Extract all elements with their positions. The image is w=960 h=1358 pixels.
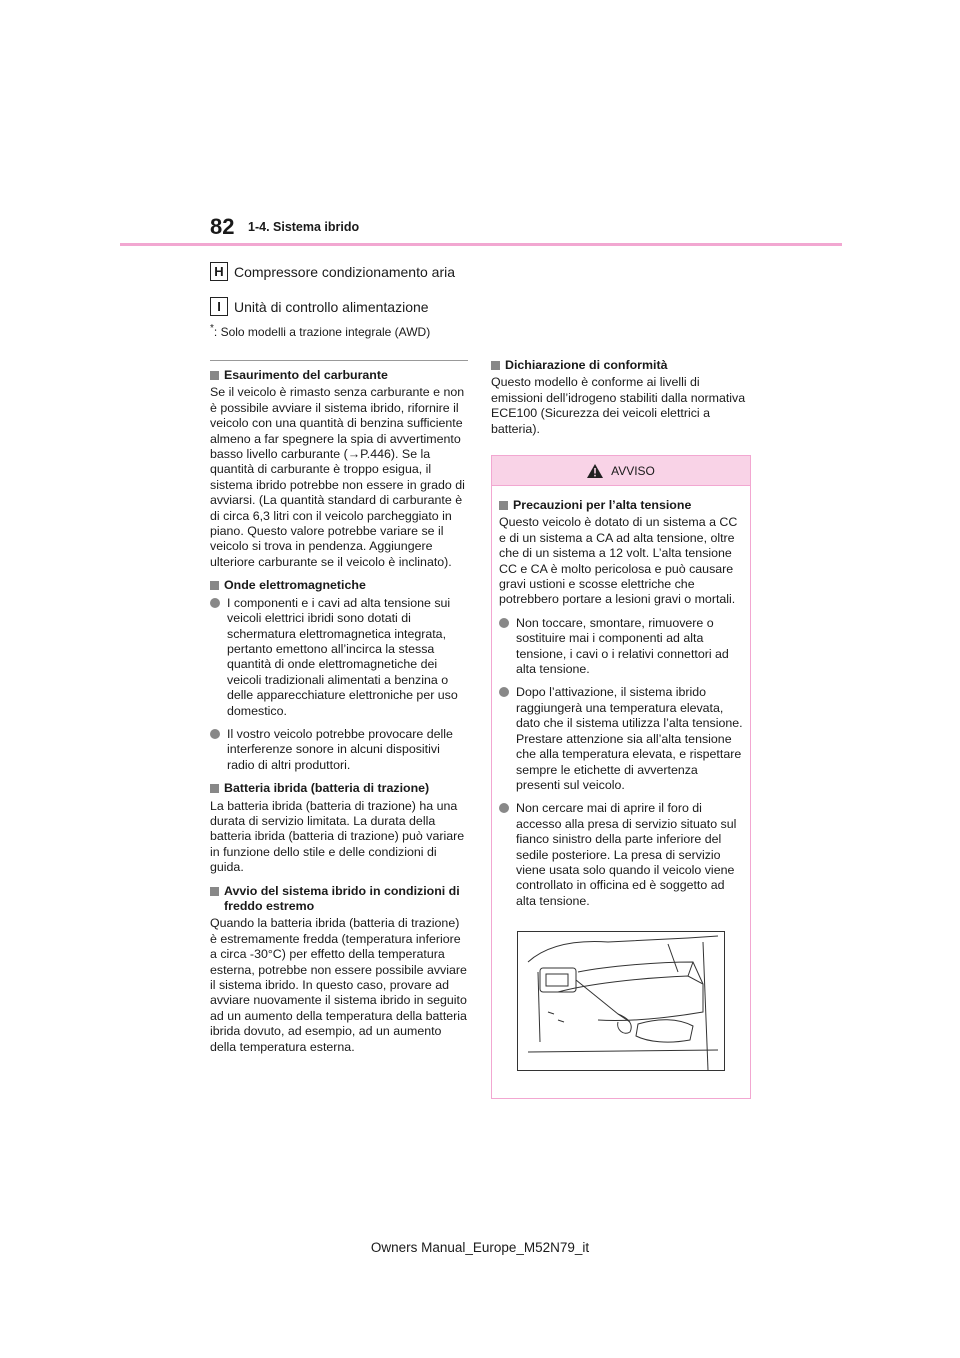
fuel-text: Se il veicolo è rimasto senza carburante e non è possibile avviare il sistema ibrido, rifornire il veicolo con una quantità di benzina sufficiente almeno a far spegnere la spia di avvertimento basso livello carburante (→P.446). Se la quantità di carburante è troppo esigua, il sistema ibrido potrebbe non essere in grado di avviarsi. (La quantità standard di carburante è di circa 6,3 litri con il veicolo parcheggiato in piano. Questo valore potrebbe variare se il veicolo si trova in pendenza. Aggiungere ulteriore carburante se il veicolo è inclinato). bbox=[210, 385, 465, 569]
battery-heading: Batteria ibrida (batteria di trazione) bbox=[210, 781, 468, 796]
header-rule bbox=[120, 243, 842, 246]
section-title: 1-4. Sistema ibrido bbox=[248, 220, 360, 234]
legend-label: Unità di controllo alimentazione bbox=[234, 298, 429, 315]
page-number: 82 bbox=[210, 214, 235, 239]
list-item: Non toccare, smontare, rimuovere o sostituire mai i componenti ad alta tensione, i cavi o i relativi connettori ad alta tensione. bbox=[499, 616, 743, 678]
warning-title: Precauzioni per l’alta tensione bbox=[499, 498, 743, 513]
square-bullet-icon bbox=[210, 581, 219, 590]
warning-triangle-icon bbox=[587, 464, 603, 478]
warning-label: AVVISO bbox=[611, 463, 655, 478]
footnote bbox=[210, 323, 430, 339]
square-bullet-icon bbox=[210, 371, 219, 380]
circle-bullet-icon bbox=[499, 687, 509, 697]
circle-bullet-icon bbox=[499, 803, 509, 813]
legend-item-h bbox=[210, 262, 455, 281]
circle-bullet-icon bbox=[499, 618, 509, 628]
legend-item-i bbox=[210, 297, 429, 316]
waves-heading: Onde elettromagnetiche bbox=[210, 578, 468, 593]
left-column bbox=[210, 360, 468, 1063]
circle-bullet-icon bbox=[210, 729, 220, 739]
legend-label: Compressore condizionamento aria bbox=[234, 263, 455, 280]
footnote-mark: * bbox=[210, 323, 214, 334]
cold-text: Quando la batteria ibrida (batteria di trazione) è estremamente fredda (temperatura inferiore a circa -30°C) per effetto della temperatura esterna, potrebbe non essere possibile avviare il sistema ibrido. In questo caso, provare ad avviare nuovamente il sistema ibrido in seguito ad un aumento della temperatura della batteria ibrida dovuto, ad esempio, ad un aumento della temperatura esterna. bbox=[210, 916, 467, 1054]
conformity-text: Questo modello è conforme ai livelli di emissioni dell’idrogeno stabiliti dalla normativa ECE100 (Sicurezza dei veicoli elettrici a batteria). bbox=[491, 375, 746, 436]
list-item: Dopo l’attivazione, il sistema ibrido raggiungerà una temperatura elevata, dato che il sistema utilizza l’alta tensione. Prestare attenzione sia all’alta tensione che alla temperatura elevata, e rispettare sempre le etichette di avvertenza presenti sul veicolo. bbox=[499, 685, 743, 793]
circle-bullet-icon bbox=[210, 598, 220, 608]
footer: Owners Manual_Europe_M52N79_it bbox=[370, 1240, 590, 1255]
legend-key: I bbox=[210, 297, 228, 316]
fuel-heading: Esaurimento del carburante bbox=[210, 368, 468, 383]
battery-text: La batteria ibrida (batteria di trazione) ha una durata di servizio limitata. La durata della batteria ibrida (batteria di trazione) può variare in funzione dello stile e delle condizioni di guida. bbox=[210, 798, 465, 875]
conformity-heading: Dichiarazione di conformità bbox=[491, 358, 749, 373]
square-bullet-icon bbox=[210, 784, 219, 793]
cold-heading: Avvio del sistema ibrido in condizioni di freddo estremo bbox=[210, 884, 468, 915]
warning-box bbox=[491, 455, 751, 1099]
footnote-text: : Solo modelli a trazione integrale (AWD) bbox=[213, 325, 431, 339]
list-item: I componenti e i cavi ad alta tensione sui veicoli elettrici ibridi sono dotati di schermatura elettromagnetica integrata, pertanto emettono all’incirca la stessa quantità di onde elettromagnetiche dei veicoli tradizionali alimentati a benzina o delle apparecchiature elettroniche per uso domestico. bbox=[210, 596, 468, 719]
list-item: Non cercare mai di aprire il foro di accesso alla presa di servizio situato sul fianco sinistro della parte inferiore del sedile posteriore. La presa di servizio viene usata solo quando il veicolo viene controllato in officina ed è soggetto ad alta tensione. bbox=[499, 801, 743, 909]
warning-body bbox=[492, 486, 750, 1076]
right-column bbox=[491, 352, 749, 445]
legend-key: H bbox=[210, 262, 228, 281]
square-bullet-icon bbox=[499, 501, 508, 510]
square-bullet-icon bbox=[491, 361, 500, 370]
warning-text: Questo veicolo è dotato di un sistema a CC e di un sistema a CA ad alta tensione, oltre che di un sistema a 12 volt. L’alta tensione CC e CA è molto pericolosa e può causare gravi ustioni e scosse elettriche che potrebbero portare a lesioni gravi o mortali. bbox=[499, 515, 738, 607]
warning-header bbox=[492, 456, 750, 486]
list-item: Il vostro veicolo potrebbe provocare delle interferenze sonore in alcuni dispositivi radio di altri produttori. bbox=[210, 727, 468, 773]
rear-seat-illustration bbox=[517, 931, 725, 1071]
square-bullet-icon bbox=[210, 887, 219, 896]
